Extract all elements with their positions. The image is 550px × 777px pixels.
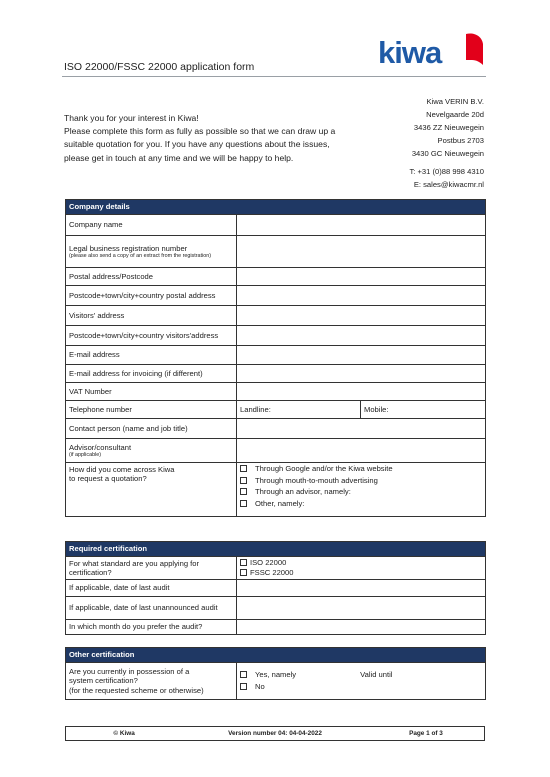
checkbox-icon[interactable]	[240, 477, 247, 484]
how-found-options	[237, 463, 486, 517]
option-label: Yes, namely	[255, 670, 297, 680]
other-certification-header: Other certification	[66, 648, 486, 663]
company-details-header: Company details	[66, 200, 486, 215]
option-label: No	[255, 682, 265, 691]
footer-copyright: © Kiwa	[113, 730, 135, 737]
option-advisor[interactable]	[240, 486, 482, 498]
last-audit-field[interactable]	[237, 580, 486, 597]
intro-line: please get in touch at any time and we will be happy to help.	[64, 152, 294, 163]
last-audit-label: If applicable, date of last audit	[66, 580, 237, 597]
advisor-text: Advisor/consultant	[69, 442, 132, 452]
how-found-line: How did you come across Kiwa	[69, 465, 175, 474]
telephone-label: Telephone number	[66, 401, 237, 419]
page-footer	[65, 726, 485, 741]
preferred-month-label: In which month do you prefer the audit?	[66, 620, 237, 635]
intro-text	[64, 112, 374, 165]
last-unannounced-field[interactable]	[237, 597, 486, 620]
title-rule	[62, 76, 486, 77]
vat-field[interactable]	[237, 383, 486, 401]
option-label: Other, namely:	[255, 498, 305, 508]
address-post-city: 3430 GC Nieuwegein	[411, 149, 484, 158]
valid-until-label: Valid until	[360, 670, 393, 680]
question-line: Are you currently in possession of a	[69, 667, 190, 677]
checkbox-icon[interactable]	[240, 500, 247, 507]
option-label: Through mouth-to-mouth advertising	[255, 475, 378, 485]
intro-line: Thank you for your interest in Kiwa!	[64, 113, 199, 123]
checkbox-icon[interactable]	[240, 465, 247, 472]
email-label: E-mail address	[66, 346, 237, 365]
contact-person-field[interactable]	[237, 419, 486, 439]
footer-page-number: Page 1 of 3	[409, 730, 443, 737]
company-name-label: Company name	[66, 215, 237, 236]
how-found-line: to request a quotation?	[69, 474, 147, 484]
visitors-full-field[interactable]	[237, 326, 486, 346]
address-block	[334, 95, 484, 191]
advisor-label	[66, 439, 237, 463]
address-postbus: Postbus 2703	[437, 136, 484, 145]
visitors-full-label: Postcode+town/city+country visitors'address	[66, 326, 237, 346]
option-mouth[interactable]	[240, 475, 482, 487]
footer-version: Version number 04: 04-04-2022	[228, 730, 322, 737]
legal-registration-text: Legal business registration number	[69, 243, 188, 253]
intro-line: suitable quotation for you. If you have any questions about the issues,	[64, 139, 330, 150]
other-certification-table	[65, 647, 486, 700]
company-name-field[interactable]	[237, 215, 486, 236]
option-no[interactable]	[240, 681, 482, 693]
required-certification-header: Required certification	[66, 542, 486, 557]
checkbox-icon[interactable]	[240, 569, 247, 576]
question-line: system certification?	[69, 676, 138, 686]
intro-line: Please complete this form as fully as possible so that we can draw up a	[64, 126, 336, 137]
system-cert-question	[66, 663, 237, 700]
kiwa-logo	[376, 32, 484, 70]
how-found-label	[66, 463, 237, 517]
address-email: E: sales@kiwacmr.nl	[413, 180, 484, 189]
option-yes[interactable]	[240, 669, 482, 681]
option-label: Through an advisor, namely:	[255, 487, 351, 497]
checkbox-icon[interactable]	[240, 683, 247, 690]
company-details-table	[65, 199, 486, 517]
legal-registration-label	[66, 236, 237, 268]
address-zip-city: 3436 ZZ Nieuwegein	[413, 123, 484, 132]
option-label: FSSC 22000	[250, 568, 294, 577]
system-cert-options	[237, 663, 486, 700]
address-company: Kiwa VERIN B.V.	[426, 97, 484, 106]
option-label: ISO 22000	[250, 558, 287, 567]
standard-question: For what standard are you applying for certification?	[66, 557, 237, 580]
option-google[interactable]	[240, 463, 482, 475]
checkbox-icon[interactable]	[240, 671, 247, 678]
legal-registration-field[interactable]	[237, 236, 486, 268]
visitors-address-field[interactable]	[237, 306, 486, 326]
option-iso-22000[interactable]	[240, 558, 482, 568]
email-field[interactable]	[237, 346, 486, 365]
postal-address-label: Postal address/Postcode	[66, 268, 237, 286]
postal-full-label: Postcode+town/city+country postal address	[66, 286, 237, 306]
visitors-address-label: Visitors' address	[66, 306, 237, 326]
vat-label: VAT Number	[66, 383, 237, 401]
option-fssc-22000[interactable]	[240, 568, 482, 578]
address-phone: T: +31 (0)88 998 4310	[409, 167, 484, 176]
postal-address-field[interactable]	[237, 268, 486, 286]
checkbox-icon[interactable]	[240, 488, 247, 495]
checkbox-icon[interactable]	[240, 559, 247, 566]
option-other[interactable]	[240, 498, 482, 510]
standard-options	[237, 557, 486, 580]
landline-field[interactable]: Landline:	[237, 401, 361, 419]
email-invoice-field[interactable]	[237, 365, 486, 383]
advisor-note: (if applicable)	[69, 451, 102, 458]
advisor-field[interactable]	[237, 439, 486, 463]
preferred-month-field[interactable]	[237, 620, 486, 635]
svg-text:kiwa: kiwa	[378, 35, 442, 70]
question-line: (for the requested scheme or otherwise)	[69, 685, 204, 695]
mobile-field[interactable]: Mobile:	[361, 401, 486, 419]
legal-registration-note: (please also send a copy of an extract from the registration)	[69, 252, 212, 259]
email-invoice-label: E-mail address for invoicing (if different)	[66, 365, 237, 383]
option-label: Through Google and/or the Kiwa website	[255, 464, 393, 473]
contact-person-label: Contact person (name and job title)	[66, 419, 237, 439]
postal-full-field[interactable]	[237, 286, 486, 306]
address-street: Nevelgaarde 20d	[426, 110, 484, 119]
last-unannounced-label: If applicable, date of last unannounced audit	[66, 597, 237, 620]
required-certification-table	[65, 541, 486, 635]
document-title: ISO 22000/FSSC 22000 application form	[64, 61, 255, 73]
